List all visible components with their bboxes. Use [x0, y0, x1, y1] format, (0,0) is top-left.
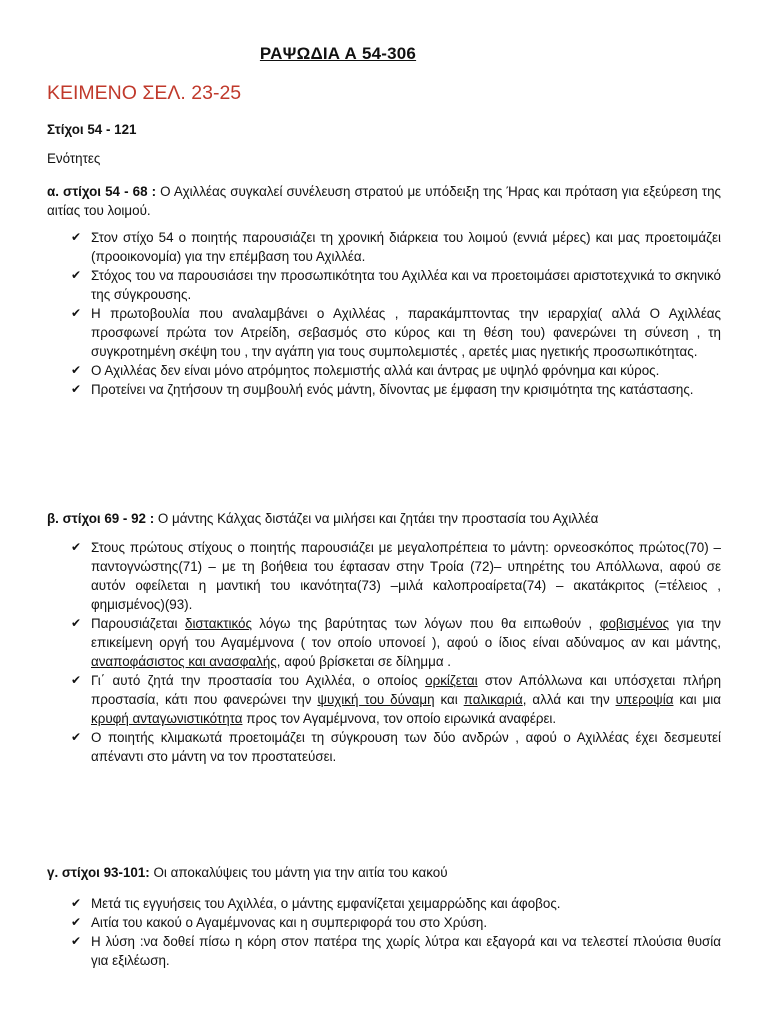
section-b-text: Ο μάντης Κάλχας διστάζει να μιλήσει και ζητάει την προστασία του Αχιλλέα [154, 511, 599, 526]
list-item [47, 538, 721, 614]
section-b-list [47, 538, 721, 766]
list-item-text: στον Απόλλωνα και υπόσχεται πλήρη προστασία, κάτι που φανερώνει την [91, 673, 722, 707]
section-a [47, 182, 721, 399]
page-subtitle: ΚΕΙΜΕΝΟ ΣΕΛ. 23-25 [47, 82, 242, 104]
section-b [47, 509, 721, 766]
check-mark-icon: ✔ [71, 230, 82, 244]
check-mark-icon: ✔ [71, 673, 82, 687]
check-mark-icon: ✔ [71, 268, 82, 282]
underlined-term: ψυχική του δύναμη [317, 692, 435, 707]
list-item [47, 304, 721, 361]
list-item [47, 728, 721, 766]
list-item [47, 380, 721, 399]
list-item-text: και μια [673, 692, 721, 707]
section-b-heading [47, 509, 721, 528]
list-item-text: Στόχος του να παρουσιάσει την προσωπικότητα του Αχιλλέα και να προετοιμάσει αριστοτεχνικά το σκηνικό της σύγκρουσης. [91, 268, 721, 302]
list-item [47, 266, 721, 304]
underlined-term: υπεροψία [615, 692, 674, 707]
section-a-list [47, 228, 721, 399]
check-mark-icon: ✔ [71, 896, 82, 910]
underlined-term: φοβισμένος [599, 616, 670, 631]
check-mark-icon: ✔ [71, 540, 82, 554]
list-item-text: Γι΄ αυτό ζητά την προστασία του Αχιλλέα, ο οποίος [91, 673, 426, 688]
units-label: Ενότητες [47, 151, 101, 166]
section-c-label: γ. στίχοι 93-101: [47, 865, 150, 880]
list-item-text: Ο ποιητής κλιμακωτά προετοιμάζει τη σύγκρουση των δύο ανδρών , αφού ο Αχιλλέας έχει δεσμευτεί απέναντι στο μάντη να τον προστατεύσει. [91, 730, 721, 764]
check-mark-icon: ✔ [71, 730, 82, 744]
list-item [47, 671, 721, 728]
list-item [47, 614, 721, 671]
list-item-text: Η λύση :να δοθεί πίσω η κόρη στον πατέρα της χωρίς λύτρα και εξαγορά και να τελεστεί πλούσια θυσία για εξιλέωση. [91, 934, 721, 968]
list-item-text: , αλλά και την [522, 692, 616, 707]
section-c [47, 863, 721, 970]
underlined-term: παλικαριά [463, 692, 523, 707]
underlined-term: κρυφή ανταγωνιστικότητα [91, 711, 243, 726]
check-mark-icon: ✔ [71, 306, 82, 320]
section-c-heading [47, 863, 721, 882]
verses-heading: Στίχοι 54 - 121 [47, 122, 137, 137]
list-item-text: Στους πρώτους στίχους ο ποιητής παρουσιάζει με μεγαλοπρέπεια το μάντη: ορνεοσκόπος πρώτος(70) – παντογνώστης(71) – με τη βοήθεια του έφτασαν στην Τροία (72)– υπηρέτης του Απόλλωνα, αφού σε αυτόν οφείλεται η μαντική του ικανότητα(73) –μιλά καλοπροαίρετα(74) – ακατάκριτος (=τέλειος , φημισμένος)(93). [91, 540, 721, 612]
list-item-text: Μετά τις εγγυήσεις του Αχιλλέα, ο μάντης εμφανίζεται χειμαρρώδης και άφοβος. [91, 896, 561, 911]
list-item-text: Η πρωτοβουλία που αναλαμβάνει ο Αχιλλέας , παρακάμπτοντας την ιεραρχία( αλλά Ο Αχιλλέας προσφωνεί πρώτα τον Ατρείδη, σεβασμός στο κύρος και τη θέση του) φανερώνει τη σύνεση , τη συγκροτημένη σκέψη του , την αγάπη για τους συμπολεμιστές , αρετές μιας ηγετικής προσωπικότητας. [91, 306, 721, 359]
section-a-label: α. στίχοι 54 - 68 : [47, 184, 157, 199]
list-item [47, 228, 721, 266]
section-a-text: Ο Αχιλλέας συγκαλεί συνέλευση στρατού με υπόδειξη της Ήρας και πρόταση για εξεύρεση της αιτίας του λοιμού. [47, 184, 721, 218]
underlined-term: αναποφάσιστος και ανασφαλής [91, 654, 277, 669]
list-item-text: Παρουσιάζεται [91, 616, 185, 631]
section-c-list [47, 894, 721, 970]
check-mark-icon: ✔ [71, 934, 82, 948]
underlined-term: ορκίζεται [425, 673, 478, 688]
check-mark-icon: ✔ [71, 616, 82, 630]
check-mark-icon: ✔ [71, 915, 82, 929]
list-item-text: Στον στίχο 54 ο ποιητής παρουσιάζει τη χρονική διάρκεια του λοιμού (εννιά μέρες) και μας προετοιμάζει (προοικονομία) για την επέμβαση του Αχιλλέα. [91, 230, 721, 264]
page-title: ΡΑΨΩΔΙΑ Α 54-306 [259, 44, 417, 63]
list-item-text: για την επικείμενη οργή του Αγαμέμνονα ( τον οποίο υπονοεί ), αφού ο ίδιος είναι αδύναμος αν και μάντης, [91, 616, 721, 650]
list-item-text: λόγω της βαρύτητας των λόγων που θα ειπωθούν , [251, 616, 600, 631]
section-a-heading [47, 182, 721, 220]
check-mark-icon: ✔ [71, 382, 82, 396]
list-item [47, 894, 721, 913]
section-b-label: β. στίχοι 69 - 92 : [47, 511, 155, 526]
list-item-text: Αιτία του κακού ο Αγαμέμνονας και η συμπεριφορά του στο Χρύση. [91, 915, 488, 930]
list-item-text: Προτείνει να ζητήσουν τη συμβουλή ενός μάντη, δίνοντας με έμφαση την κρισιμότητα της κατάστασης. [91, 382, 694, 397]
underlined-term: διστακτικός [184, 616, 252, 631]
section-c-text: Οι αποκαλύψεις του μάντη για την αιτία του κακού [149, 865, 448, 880]
check-mark-icon: ✔ [71, 363, 82, 377]
list-item-text: προς τον Αγαμέμνονα, τον οποίο ειρωνικά αναφέρει. [242, 711, 557, 726]
list-item-text: και [434, 692, 464, 707]
list-item-text: , αφού βρίσκεται σε δίλημμα . [276, 654, 452, 669]
list-item [47, 361, 721, 380]
list-item [47, 932, 721, 970]
list-item [47, 913, 721, 932]
list-item-text: Ο Αχιλλέας δεν είναι μόνο ατρόμητος πολεμιστής αλλά και άντρας με υψηλό φρόνημα και κύρος. [91, 363, 660, 378]
